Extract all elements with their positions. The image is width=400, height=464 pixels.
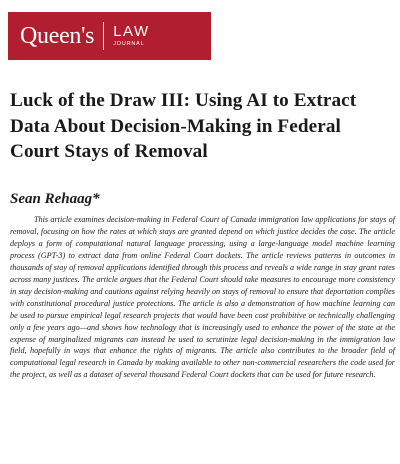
article-abstract: This article examines decision-making in Federal Court of Canada immigration law applications for stays of removal, focusing on how the rates at which stays are granted depend on which justice decides the case. The article deploys a form of computational natural language processing, using a large-language model machine learning process (GPT-3) to extract data from online Federal Court dockets. The article reviews patterns in outcomes in thousands of stay of removal applications identified through this process and reveals a wide range in stay grant rates across many justices. The article argues that the Federal Court should take measures to encourage more consistency in stay decision-making and cautions against relying heavily on stays of removal to ensure that deportation complies with constitutional procedural justice protections. The article is also a demonstration of how machine learning can be used to pursue empirical legal research projects that would have been cost prohibitive or technically challenging only a few years ago—and shows how technology that is increasingly used to enhance the power of the state at the expense of marginalized migrants can instead be used to scrutinize legal decision-making in the immigration law field, hopefully in ways that enhance the rights of migrants. The article also contributes to the broader field of computational legal research in Canada by making available to other non-commercial researchers the code used for the project, as well as a dataset of several thousand Federal Court dockets that can be used for future research. — [10, 215, 395, 380]
journal-brand: Queen's — [20, 23, 95, 49]
journal-section: LAW — [113, 23, 150, 41]
journal-section-block — [104, 24, 149, 48]
logo-divider — [103, 22, 104, 50]
journal-logo — [8, 12, 211, 60]
journal-subsection: JOURNAL — [113, 41, 145, 48]
article-author: Sean Rehaag* — [10, 191, 100, 207]
article-title: Luck of the Draw III: Using AI to Extract Data About Decision-Making in Federal Court Stays of Removal — [10, 90, 357, 162]
